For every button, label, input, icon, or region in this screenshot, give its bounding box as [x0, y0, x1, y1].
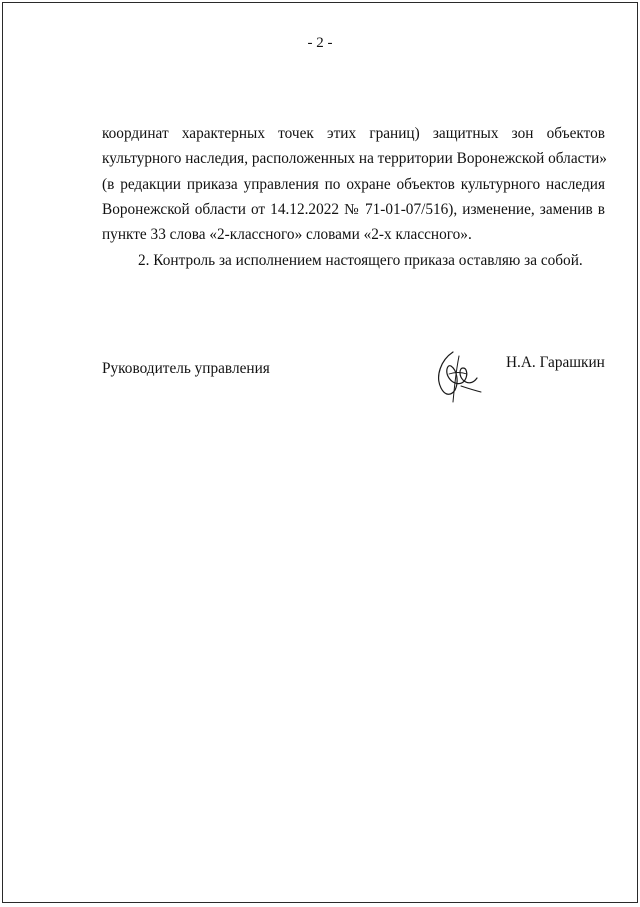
paragraph-item-2: 2. Контроль за исполнением настоящего приказа оставляю за собой. [138, 252, 583, 269]
page-number: - 2 - [307, 35, 333, 51]
signatory-title: Руководитель управления [102, 360, 270, 377]
paragraph-line-3: (в редакции приказа управления по охране объектов культурного наследия [102, 176, 605, 193]
signatory-name: Н.А. Гарашкин [506, 354, 605, 371]
paragraph-line-1: координат характерных точек этих границ) защитных зон объектов [102, 125, 605, 142]
paragraph-line-4: Воронежской области от 14.12.2022 № 71-01-07/516), изменение, заменив в [102, 201, 605, 218]
handwritten-signature [431, 346, 483, 404]
paragraph-line-2: культурного наследия, расположенных на территории Воронежской области» [102, 150, 607, 167]
document-page [2, 2, 638, 903]
paragraph-line-5: пункте 33 слова «2-классного» словами «2-х классного». [102, 226, 472, 243]
